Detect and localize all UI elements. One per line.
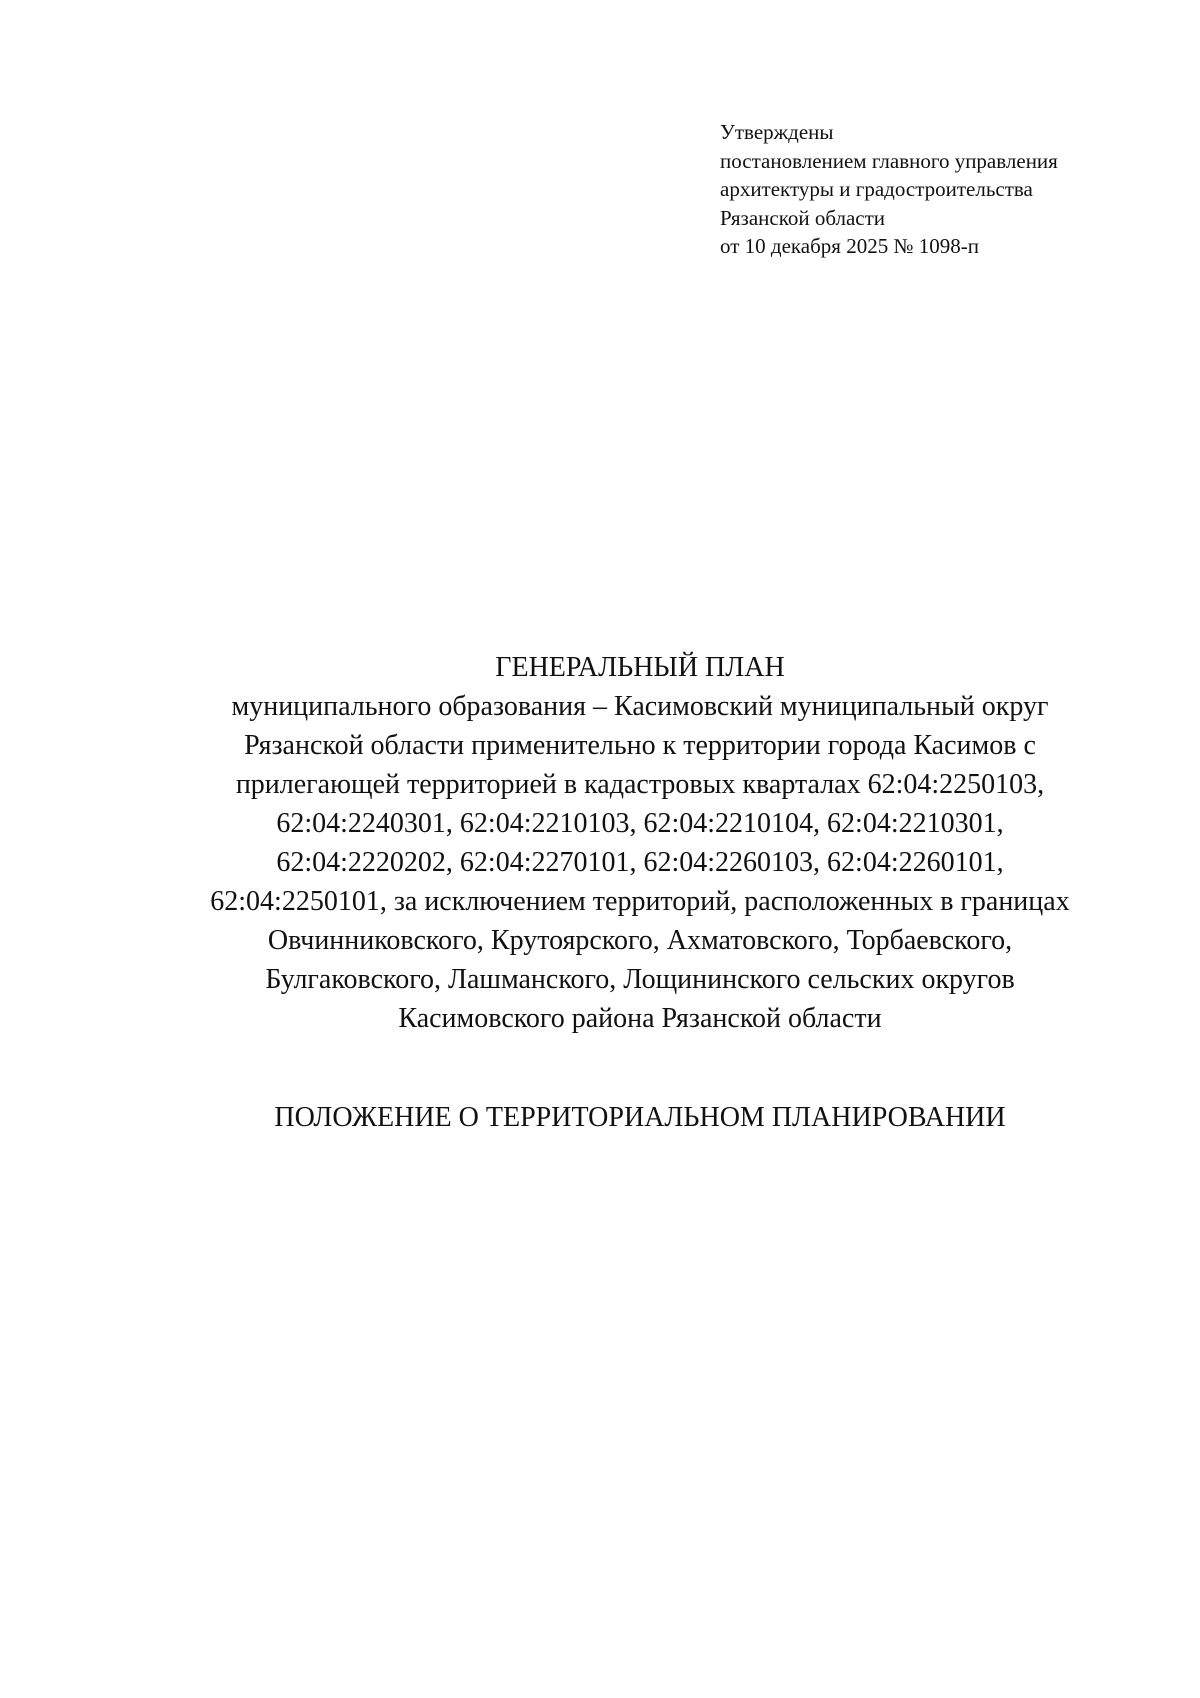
section-title: ПОЛОЖЕНИЕ О ТЕРРИТОРИАЛЬНОМ ПЛАНИРОВАНИИ [274,1102,1006,1133]
approval-line-date-number: от 10 декабря 2025 № 1098-п [720,234,979,258]
document-heading: ГЕНЕРАЛЬНЫЙ ПЛАН [495,652,785,683]
approval-line-region: Рязанской области [720,205,886,230]
title-line: Касимовского района Рязанской области [398,1003,882,1034]
title-line: Булгаковского, Лашманского, Лощининского сельских округов [265,964,1015,995]
title-line: 62:04:2240301, 62:04:2210103, 62:04:2210104, 62:04:2210301, [276,808,1004,839]
approval-line-authority: архитектуры и градостроительства [720,177,1033,201]
title-line: муниципального образования – Касимовский муниципальный округ [231,691,1049,722]
document-title-block [120,648,1160,1038]
title-line: Рязанской области применительно к территории города Касимов с [244,730,1036,761]
title-line: прилегающей территорией в кадастровых кварталах 62:04:2250103, [235,769,1045,800]
approval-line-resolution: постановлением главного управления [720,148,1058,173]
approval-line-approved: Утверждены [720,120,834,144]
title-line: 62:04:2220202, 62:04:2270101, 62:04:2260103, 62:04:2260101, [276,847,1004,878]
approval-stamp [720,118,1140,261]
title-line: 62:04:2250101, за исключением территорий, расположенных в границах [210,886,1070,917]
title-line: Овчинниковского, Крутоярского, Ахматовского, Торбаевского, [267,925,1013,956]
